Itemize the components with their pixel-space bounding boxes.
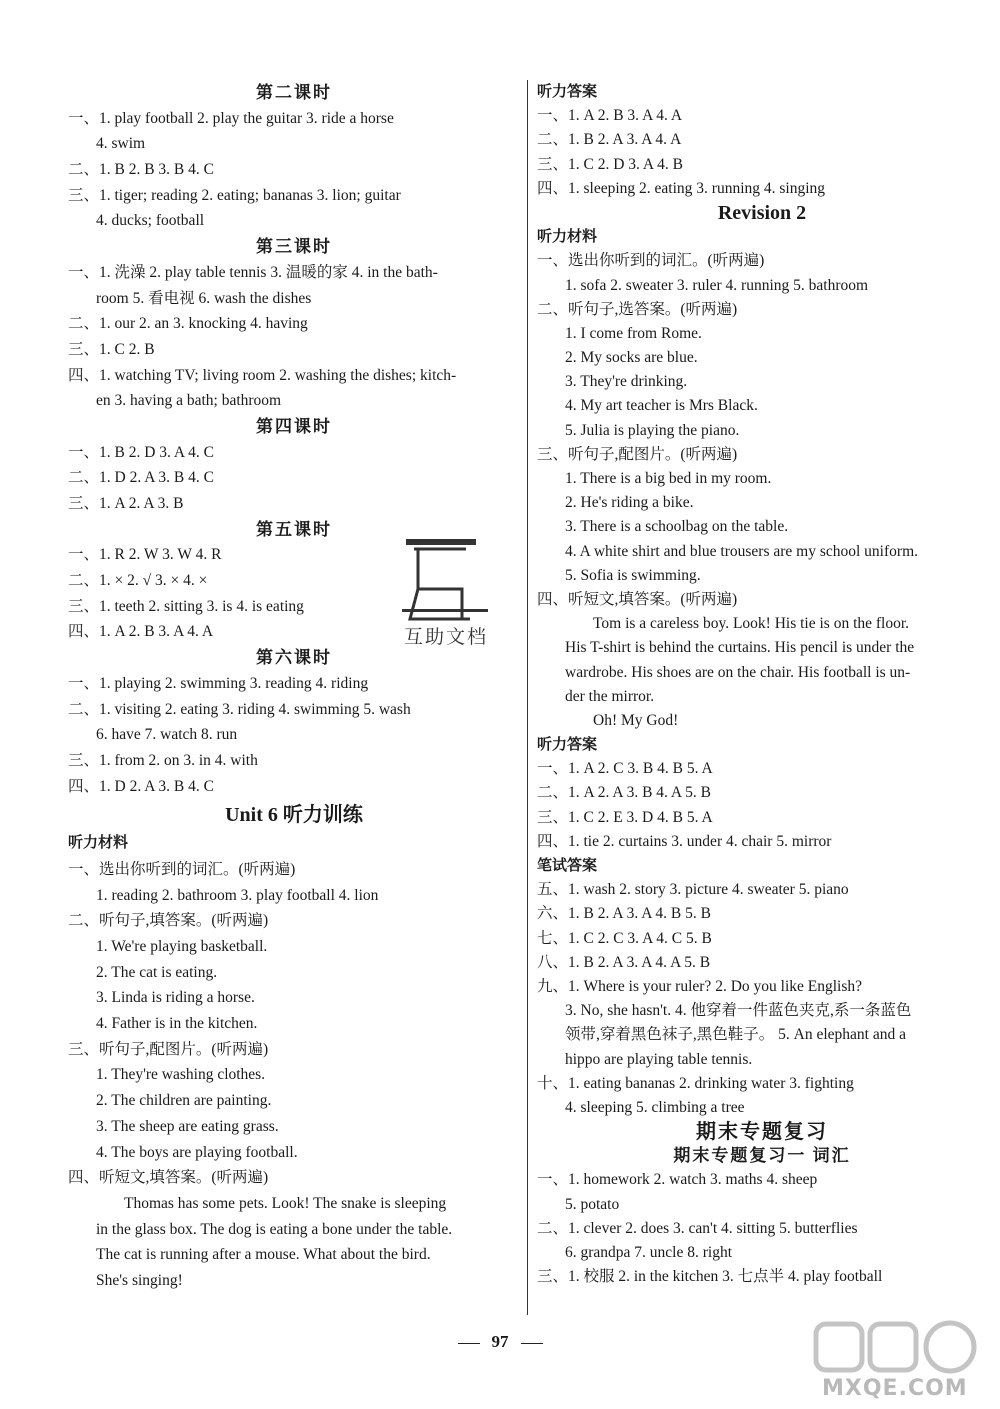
left_column-line: 三、1. from 2. on 3. in 4. with (68, 751, 258, 769)
right_column-line: Oh! My God! (593, 711, 679, 729)
left_column-line: 2. The children are painting. (96, 1092, 272, 1110)
right_column-line: Tom is a careless boy. Look! His tie is on the floor. (593, 615, 910, 633)
left_column-line: 二、1. visiting 2. eating 3. riding 4. swimming 5. wash (68, 700, 411, 718)
right_column-line: 1. There is a big bed in my room. (565, 470, 772, 487)
right_column-line: 4. sleeping 5. climbing a tree (565, 1098, 745, 1116)
right_column-line: 2. He's riding a bike. (565, 494, 694, 512)
left_column-line: 二、听句子,填答案。(听两遍) (68, 912, 269, 930)
right_column-line: 领带,穿着黑色袜子,黑色鞋子。 5. An elephant and a (565, 1026, 906, 1044)
left_column-line: room 5. 看电视 6. wash the dishes (96, 289, 312, 307)
left_column-line: Unit 6 听力训练 (225, 804, 363, 827)
right_column-line: 八、1. B 2. A 3. A 4. A 5. B (537, 953, 711, 971)
right_column-line: 5. Julia is playing the piano. (565, 421, 740, 439)
left_column-line: 4. The boys are playing football. (96, 1143, 298, 1161)
left_column-line: 4. Father is in the kitchen. (96, 1015, 258, 1033)
watermark-text: MXQE.COM (822, 1376, 968, 1401)
left_column-line: in the glass box. The dog is eating a bone under the table. (96, 1220, 453, 1238)
right_column-line: 2. My socks are blue. (565, 349, 698, 367)
left-column (68, 80, 520, 1294)
right_column-line: 期末专题复习 (696, 1121, 828, 1144)
right_column-line: 5. potato (565, 1195, 620, 1213)
right_column-line: His T-shirt is behind the curtains. His pencil is under the (565, 639, 915, 657)
left_column-line: 第三课时 (256, 237, 332, 257)
left_column-line: The cat is running after a mouse. What about the bird. (96, 1246, 431, 1264)
left_column-line: 1. reading 2. bathroom 3. play football 4. lion (96, 886, 379, 904)
left_column-line: 一、1. playing 2. swimming 3. reading 4. riding (68, 674, 369, 692)
left_column-line: 听力材料 (68, 835, 129, 852)
left_column-line: 一、1. R 2. W 3. W 4. R (68, 546, 222, 564)
right_column-line: 一、1. homework 2. watch 3. maths 4. sheep (537, 1171, 818, 1189)
left_column-line: Thomas has some pets. Look! The snake is sleeping (124, 1194, 447, 1212)
right_column-line: 三、1. C 2. D 3. A 4. B (537, 155, 683, 173)
left_column-line: 2. The cat is eating. (96, 963, 218, 981)
left_column-line: 4. ducks; football (96, 212, 205, 230)
right_column-line: 一、1. A 2. C 3. B 4. B 5. A (537, 760, 713, 778)
right_column-line: 3. No, she hasn't. 4. 他穿着一件蓝色夹克,系一条蓝色 (565, 1002, 912, 1020)
right_column-line: 二、1. B 2. A 3. A 4. A (537, 131, 682, 149)
right_column-line: 6. grandpa 7. uncle 8. right (565, 1244, 733, 1261)
right_column-line: 四、1. sleeping 2. eating 3. running 4. singing (537, 179, 826, 197)
left_column-line: 三、听句子,配图片。(听两遍) (68, 1040, 269, 1058)
left_column-line: 一、1. 洗澡 2. play table tennis 3. 温暖的家 4. in the bath- (68, 263, 438, 281)
left_column-line: 1. We're playing basketball. (96, 938, 268, 955)
left_column-line: 6. have 7. watch 8. run (96, 726, 238, 744)
left_column-line: 第四课时 (256, 416, 332, 436)
right_column-line: 七、1. C 2. C 3. A 4. C 5. B (537, 929, 712, 947)
left_column-line: 第五课时 (256, 519, 332, 539)
right_column-line: 听力材料 (537, 229, 598, 246)
right-column (537, 80, 987, 1289)
left_column-line: 一、选出你听到的词汇。(听两遍) (68, 860, 296, 878)
left_column-line: 一、1. B 2. D 3. A 4. C (68, 443, 214, 461)
left_column-line: 二、1. our 2. an 3. knocking 4. having (68, 315, 308, 333)
right_column-line: 四、1. tie 2. curtains 3. under 4. chair 5. mirror (537, 832, 832, 850)
column-divider (527, 80, 528, 1315)
left_column-line: 第六课时 (256, 648, 332, 668)
left_column-line: 三、1. A 2. A 3. B (68, 495, 184, 512)
right_column-line: 1. I come from Rome. (565, 324, 702, 342)
right_column-line: 三、听句子,配图片。(听两遍) (537, 445, 738, 463)
right_column-line: 听力答案 (537, 84, 598, 100)
right_column-line: 五、1. wash 2. story 3. picture 4. sweater 5. piano (537, 881, 849, 899)
right_column-line: 4. A white shirt and blue trousers are my school uniform. (565, 542, 918, 560)
left_column-line: 三、1. tiger; reading 2. eating; bananas 3. lion; guitar (68, 186, 401, 204)
right_column-line: 笔试答案 (537, 858, 598, 874)
left_column-line: 二、1. D 2. A 3. B 4. C (68, 469, 214, 487)
left_column-line: 一、1. play football 2. play the guitar 3. ride a horse (68, 109, 394, 127)
right_column-line: 4. My art teacher is Mrs Black. (565, 397, 758, 415)
right_column-line: 四、听短文,填答案。(听两遍) (537, 590, 738, 608)
left_column-line: 四、1. A 2. B 3. A 4. A (68, 623, 214, 641)
right_column-line: 十、1. eating bananas 2. drinking water 3. fighting (537, 1074, 854, 1092)
right_column-line: 5. Sofia is swimming. (565, 566, 701, 584)
page-number-value: 97 (491, 1332, 509, 1351)
left_column-line: 3. Linda is riding a horse. (96, 989, 255, 1007)
right_column-line: 期末专题复习一 词汇 (673, 1146, 851, 1166)
left_column-line: 二、1. × 2. √ 3. × 4. × (68, 572, 208, 590)
left_column-line: en 3. having a bath; bathroom (96, 392, 282, 410)
right_column-line: 三、1. 校服 2. in the kitchen 3. 七点半 4. play football (537, 1268, 883, 1286)
left_column-line: 四、1. D 2. A 3. B 4. C (68, 777, 214, 795)
right_column-line: Revision 2 (717, 201, 807, 224)
left_column-line: 第二课时 (256, 83, 332, 102)
right_column-line: 三、1. C 2. E 3. D 4. B 5. A (537, 808, 713, 826)
right_column-line: 1. sofa 2. sweater 3. ruler 4. running 5. bathroom (565, 276, 869, 294)
right_column-line: 二、听句子,选答案。(听两遍) (537, 300, 738, 318)
right_column-line: wardrobe. His shoes are on the chair. His football is un- (565, 663, 911, 681)
right_column-line: 3. They're drinking. (565, 373, 688, 391)
left_column-line: 三、1. teeth 2. sitting 3. is 4. is eating (68, 597, 304, 615)
right_column-line: 二、1. clever 2. does 3. can't 4. sitting 5. butterflies (537, 1219, 858, 1237)
right_column-line: 二、1. A 2. A 3. B 4. A 5. B (537, 784, 711, 802)
right_column-line: 六、1. B 2. A 3. A 4. B 5. B (537, 905, 711, 923)
right_column-line: hippo are playing table tennis. (565, 1050, 753, 1068)
right_column-line: 3. There is a schoolbag on the table. (565, 518, 789, 536)
left_column-line: 四、听短文,填答案。(听两遍) (68, 1169, 269, 1187)
right_column-line: 一、1. A 2. B 3. A 4. A (537, 107, 683, 125)
left_column-line: 1. They're washing clothes. (96, 1066, 266, 1084)
left_column-line: 二、1. B 2. B 3. B 4. C (68, 161, 214, 179)
right_column-line: 九、1. Where is your ruler? 2. Do you like English? (537, 977, 862, 995)
left_column-line: 4. swim (96, 135, 146, 153)
right_column-line: der the mirror. (565, 687, 655, 705)
logo-text: 互助文档 (404, 626, 489, 648)
left_column-line: 三、1. C 2. B (68, 340, 155, 358)
left_column-line: 3. The sheep are eating grass. (96, 1117, 279, 1135)
left_column-line: She's singing! (96, 1271, 183, 1289)
right_column-line: 听力答案 (537, 737, 598, 754)
left_column-line: 四、1. watching TV; living room 2. washing the dishes; kitch- (68, 366, 457, 384)
right_column-line: 一、选出你听到的词汇。(听两遍) (537, 252, 765, 270)
